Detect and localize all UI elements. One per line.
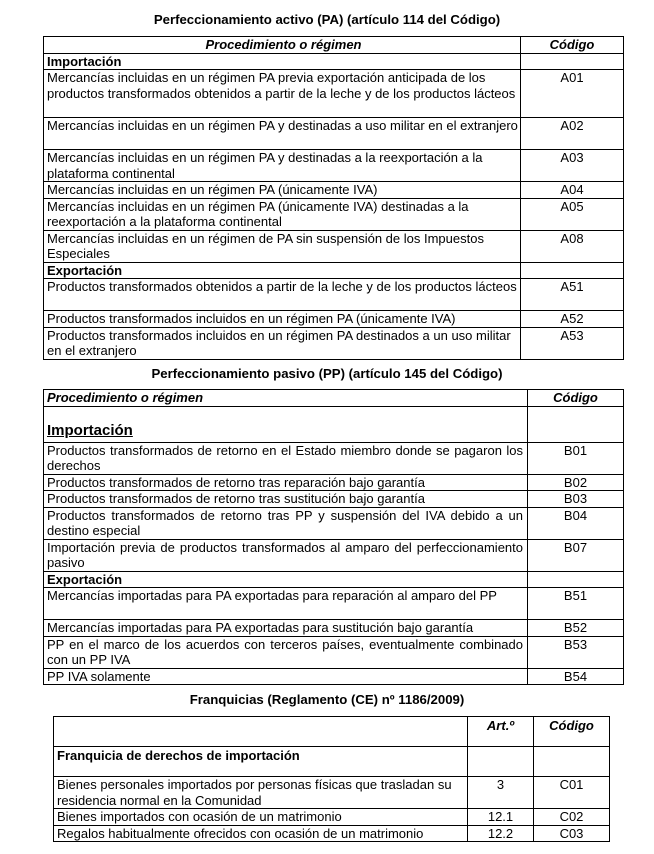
pp-title: Perfeccionamiento pasivo (PP) (artículo 145 del Código) <box>151 366 503 381</box>
table-row <box>44 491 624 508</box>
row-code: A51 <box>521 279 624 311</box>
row-code: B01 <box>528 442 624 474</box>
fr-title: Franquicias (Reglamento (CE) nº 1186/2009) <box>189 692 465 707</box>
pp-section-label: Exportación <box>44 571 528 588</box>
row-code: A05 <box>521 198 624 230</box>
table-row <box>44 311 624 328</box>
table-row <box>54 809 610 826</box>
table-row <box>54 825 610 842</box>
row-desc: Productos transformados de retorno tras reparación bajo garantía <box>44 474 528 491</box>
row-desc: Mercancías incluidas en un régimen PA (únicamente IVA) <box>44 182 521 199</box>
fr-header-code: Código <box>534 717 610 747</box>
fr-header-row <box>54 717 610 747</box>
table-row <box>44 668 624 685</box>
row-desc: Productos transformados de retorno en el Estado miembro donde se pagaron los derechos <box>44 442 528 474</box>
pp-section-row <box>44 571 624 588</box>
row-code: C01 <box>534 777 610 809</box>
row-code: B51 <box>528 588 624 620</box>
table-row <box>44 474 624 491</box>
table-row <box>44 182 624 199</box>
row-code: A08 <box>521 230 624 262</box>
pp-header-row <box>44 390 624 407</box>
row-desc: Bienes personales importados por personas físicas que trasladan su residencia normal en la Comunidad <box>54 777 468 809</box>
row-desc: Regalos habitualmente ofrecidos con ocasión de un matrimonio <box>54 825 468 842</box>
table-row <box>44 539 624 571</box>
pa-section-row <box>44 53 624 70</box>
row-code: B04 <box>528 507 624 539</box>
row-desc: Productos transformados incluidos en un régimen PA (únicamente IVA) <box>44 311 521 328</box>
table-row <box>44 279 624 311</box>
pa-table <box>43 36 624 360</box>
pa-section-row <box>44 262 624 279</box>
fr-header-proc <box>54 717 468 747</box>
table-row <box>44 150 624 182</box>
pa-header-row <box>44 37 624 54</box>
row-art: 12.2 <box>468 825 534 842</box>
table-row <box>44 507 624 539</box>
table-row <box>44 230 624 262</box>
row-code: B07 <box>528 539 624 571</box>
row-art: 3 <box>468 777 534 809</box>
pp-header-code: Código <box>528 390 624 407</box>
row-code: C02 <box>534 809 610 826</box>
pa-section-label: Exportación <box>44 262 521 279</box>
row-code: A01 <box>521 70 624 118</box>
fr-header-art: Art.º <box>468 717 534 747</box>
row-desc: PP en el marco de los acuerdos con terceros países, eventualmente combinado con un PP IVA <box>44 636 528 668</box>
fr-section-row <box>54 747 610 777</box>
row-code: C03 <box>534 825 610 842</box>
row-art: 12.1 <box>468 809 534 826</box>
table-row <box>44 442 624 474</box>
row-desc: Mercancías incluidas en un régimen PA y destinadas a la reexportación a la plataforma continental <box>44 150 521 182</box>
row-desc: Mercancías importadas para PA exportadas para reparación al amparo del PP <box>44 588 528 620</box>
row-code: A02 <box>521 118 624 150</box>
fr-table <box>53 716 610 842</box>
row-desc: Mercancías incluidas en un régimen PA y destinadas a uso militar en el extranjero <box>44 118 521 150</box>
row-desc: Productos transformados de retorno tras sustitución bajo garantía <box>44 491 528 508</box>
table-row <box>54 777 610 809</box>
row-desc: Productos transformados de retorno tras PP y suspensión del IVA debido a un destino especial <box>44 507 528 539</box>
row-code: B03 <box>528 491 624 508</box>
row-code: B02 <box>528 474 624 491</box>
pa-header-proc: Procedimiento o régimen <box>44 37 521 54</box>
table-row <box>44 620 624 637</box>
pa-header-code: Código <box>521 37 624 54</box>
table-row <box>44 636 624 668</box>
row-code: B54 <box>528 668 624 685</box>
row-desc: Productos transformados incluidos en un régimen PA destinados a un uso militar en el extranjero <box>44 327 521 359</box>
row-desc: Bienes importados con ocasión de un matrimonio <box>54 809 468 826</box>
pa-section-label: Importación <box>44 53 521 70</box>
row-desc: Mercancías incluidas en un régimen de PA sin suspensión de los Impuestos Especiales <box>44 230 521 262</box>
row-desc: PP IVA solamente <box>44 668 528 685</box>
row-code: A03 <box>521 150 624 182</box>
table-row <box>44 118 624 150</box>
pp-table <box>43 389 624 685</box>
pp-section-row <box>44 406 624 442</box>
row-desc: Productos transformados obtenidos a partir de la leche y de los productos lácteos <box>44 279 521 311</box>
row-desc: Mercancías incluidas en un régimen PA previa exportación anticipada de los productos transformados obtenidos a partir de la leche y de los productos lácteos <box>44 70 521 118</box>
row-code: B53 <box>528 636 624 668</box>
pa-title: Perfeccionamiento activo (PA) (artículo 114 del Código) <box>153 12 501 27</box>
row-desc: Mercancías incluidas en un régimen PA (únicamente IVA) destinadas a la reexportación a la plataforma continental <box>44 198 521 230</box>
fr-section-label: Franquicia de derechos de importación <box>54 747 468 777</box>
table-row <box>44 588 624 620</box>
row-desc: Importación previa de productos transformados al amparo del perfeccionamiento pasivo <box>44 539 528 571</box>
table-row <box>44 327 624 359</box>
pp-section-label: Importación <box>44 406 528 442</box>
row-code: A53 <box>521 327 624 359</box>
row-code: A04 <box>521 182 624 199</box>
row-code: A52 <box>521 311 624 328</box>
row-code: B52 <box>528 620 624 637</box>
row-desc: Mercancías importadas para PA exportadas para sustitución bajo garantía <box>44 620 528 637</box>
table-row <box>44 70 624 118</box>
pp-header-proc: Procedimiento o régimen <box>44 390 528 407</box>
table-row <box>44 198 624 230</box>
